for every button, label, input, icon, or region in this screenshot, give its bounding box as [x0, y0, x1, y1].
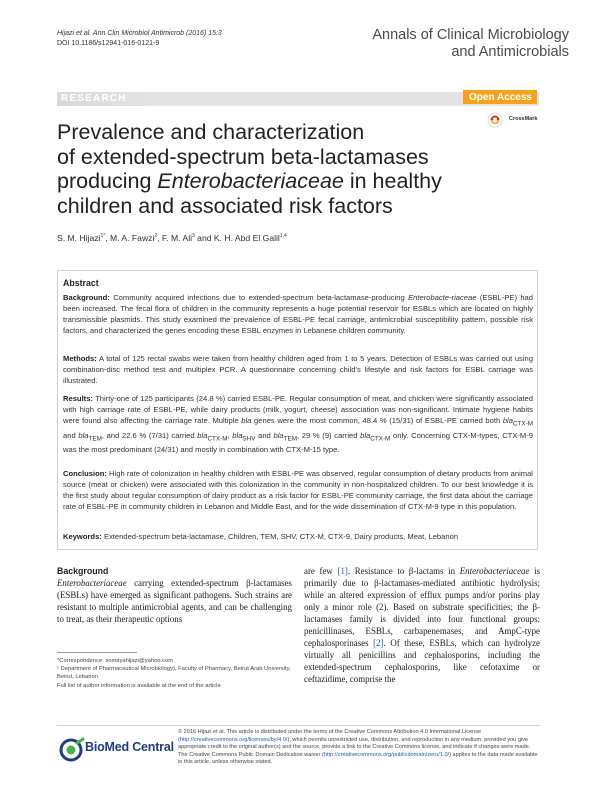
gene-name: bla — [502, 416, 513, 425]
section-label: RESEARCH — [61, 93, 127, 104]
abstract-background — [63, 292, 533, 336]
footer-divider — [57, 725, 540, 726]
citation-text: Hijazi et al. Ann Clin Microbiol Antimicrob (2016) 15:3 — [57, 30, 222, 37]
author-name[interactable]: S. M. Hijazi — [57, 233, 101, 243]
correspondence-note — [57, 657, 293, 690]
gene-name: bla — [78, 430, 89, 440]
body-text: . Of these, ESBLs, which can hydrolyze virtually all penicillins and cephalosporins, including the extended-spectrum cephalosporins, like cefotaxime or ceftazidime, comprise the — [304, 638, 540, 684]
reference-link[interactable]: [2] — [373, 638, 384, 648]
doi-line[interactable]: DOI 10.1186/s12941-016-0121-9 — [57, 40, 160, 47]
gene-subscript: CTX-M — [207, 435, 228, 443]
correspondence-email: *Correspondence: somayahijazi@yahoo.com — [57, 658, 174, 664]
license-body: © 2016 Hijazi et al. This article is distributed under the terms of the Creative Commons Attribution 4.0 International License ( — [178, 729, 482, 743]
body-text: is primarily due to β-lactamases-mediated antibiotic hydrolysis; while an altered expression of efflux pumps and/or porins play only a minor role (2). Based on substrate specificities; the β-lactamases family is divided into four functional groups: penicillinases, ESBLs, carbapenemases, and AmpC-type cephalosporinases — [304, 566, 540, 648]
correspondence-affiliation: ¹ Department of Pharmaceutical Microbiology), Faculty of Pharmacy, Beirut Arab University, Beirut, Lebanon — [57, 666, 291, 681]
section-label: Results: — [63, 394, 93, 403]
section-label: Keywords: — [63, 532, 102, 541]
section-text: genes were the most common, 48.4 % (15/31) of ESBL-PE carried both — [251, 416, 503, 425]
gene-subscript: CTX-M — [512, 420, 533, 428]
body-column-left — [57, 577, 292, 625]
author-affiliation: 2 — [154, 233, 158, 240]
author-affiliation: 3 — [192, 233, 195, 240]
body-text: are few — [304, 566, 338, 576]
article-title — [57, 120, 497, 218]
correspondence-more: Full list of author information is available at the end of the article — [57, 682, 221, 689]
citation — [57, 29, 222, 49]
section-text: (ESBL-PE) had been increased. The fecal flora of children in the community represents a huge potential reservoir for ESBLs which are located on highly transmissible plasmids. This study examined the prevalence of ESBL-PE fecal carriage, antimicrobial susceptibility pattern, possible risk factors, and characterized the genes encoding these ESBL enzymes in Lebanese children community. — [63, 293, 533, 335]
section-text: A total of 125 rectal swabs were taken from healthy children aged from 1 to 5 years. Detection of ESBLs was carried out using combination-disc method test and multiplex PCR. A questionnaire concerning child’s lifestyle and risk factors for ESBL carriage was illustrated. — [63, 354, 533, 385]
reference-link[interactable]: [1] — [337, 566, 348, 576]
abstract-keywords — [63, 531, 533, 542]
journal-title — [269, 27, 569, 61]
section-text: High rate of colonization in healthy children with ESBL-PE was observed, regular consumption of dietary products from animal source (meat or chicken) were associated with this colonization in the community in non-hospitalized children. To our best knowledge it is the first study about regular consumption of dairy product as a risk factor for ESBL-PE community carriage, the first data about the carriage rate of ESBL-PE in community children in Lebanon and Middle East, and for the wide dissemination of CTX-M-9 type in this population. — [63, 469, 533, 511]
license-link[interactable]: http://creativecommons.org/publicdomain/zero/1.0/ — [323, 751, 450, 758]
section-label: Conclusion: — [63, 469, 107, 478]
gene-subscript: CTX-M — [370, 435, 391, 443]
keywords-text: Extended-spectrum beta-lactamase, Children, TEM, SHV, CTX-M, CTX-9, Dairy products, Meat, Lebanon — [101, 532, 459, 541]
title-text: producing — [57, 169, 158, 193]
footnote-divider — [57, 652, 137, 653]
journal-title-line1: Annals of Clinical Microbiology — [372, 27, 569, 43]
gene-name: bla — [232, 430, 243, 440]
title-line: children and associated risk factors — [57, 193, 393, 218]
crossmark-label[interactable]: CrossMark — [509, 116, 538, 122]
gene-name: bla — [197, 430, 208, 440]
author-name[interactable]: , M. A. Fawzi — [105, 233, 155, 243]
citation-line — [57, 29, 222, 39]
body-column-right — [304, 565, 540, 685]
gene-name: bla — [273, 430, 284, 440]
abstract-methods — [63, 353, 533, 386]
section-text: , — [227, 430, 233, 440]
author-name[interactable]: and K. H. Abd El Galil — [194, 233, 280, 243]
gene-name: bla — [360, 430, 371, 440]
abstract-heading: Abstract — [63, 278, 99, 288]
title-line — [57, 169, 497, 194]
section-text: only. Concerning CTX-M-types, CTX-M-9 was the most predominant (24/31) and mostly in combination with CTX-M-15 type. — [63, 430, 533, 455]
publisher-name: BioMed Central — [85, 740, 174, 754]
gene-subscript: TEM — [88, 435, 102, 443]
section-organism: Enterobacte-riaceae — [408, 293, 477, 302]
body-organism: Enterobacteriaceae — [459, 566, 530, 576]
body-organism: Enterobacteriaceae — [57, 578, 127, 588]
abstract-results — [63, 393, 533, 455]
license-link[interactable]: http://creativecommons.org/licenses/by/4.0/ — [179, 736, 288, 743]
abstract-conclusion — [63, 468, 533, 512]
open-access-badge: Open Access — [463, 90, 537, 104]
title-text: in healthy — [343, 169, 442, 193]
section-label: Methods: — [63, 354, 97, 363]
license-text — [178, 729, 540, 767]
license-body: ), which permits unrestricted use, distribution, and reproduction in any medium, provided you give appropriate credit to the original author(s) and the source, provide a link to the Creative Commons license, and indicate if changes were made. The Creative Commons Public Domain Dedication waiver ( — [178, 736, 531, 758]
author-affiliation: 1* — [100, 233, 106, 240]
title-line: Prevalence and characterization — [57, 120, 365, 144]
body-text: . Resistance to β-lactams in — [347, 566, 460, 576]
author-affiliation: 1,4 — [279, 233, 287, 240]
author-name[interactable]: , F. M. Ali — [157, 233, 193, 243]
license-body: ) applies to the data made available in this article, unless otherwise stated. — [178, 751, 538, 766]
section-text: Thirty-one of 125 participants (24.8 %) carried ESBL-PE. Regular consumption of meat, and chicken were significantly associated with high carriage rate of ESBL-PE, while dairy products (milk, yogurt, cheese) association was non-significant. Intimate hygiene habits were found also affecting the carriage rate. Multiple — [63, 394, 533, 425]
section-text: Community acquired infections due to extended-spectrum beta-lactamase-producing — [109, 293, 409, 302]
section-text: , 29 % (9) carried — [296, 430, 361, 440]
author-list — [57, 233, 287, 243]
section-text: and — [63, 430, 79, 440]
journal-title-line2: and Antimicrobials — [451, 44, 569, 60]
title-line: of extended-spectrum beta-lactamases — [57, 144, 429, 169]
gene-subscript: TEM — [283, 435, 297, 443]
gene-name: bla — [241, 416, 252, 425]
section-text: , and 22.6 % (7/31) carried — [101, 430, 198, 440]
section-label: Background: — [63, 293, 110, 302]
section-text: and — [255, 430, 274, 440]
background-heading: Background — [57, 566, 109, 576]
body-text: carrying extended-spectrum β-lactamases (ESBLs) have emerged as significant pathogens. Such strains are resistant to multiple antimicrobial agents, and can be challenging to treat, as their therapeutic options — [57, 578, 292, 624]
title-organism: Enterobacteriaceae — [157, 169, 344, 193]
gene-subscript: SHV — [242, 435, 256, 443]
